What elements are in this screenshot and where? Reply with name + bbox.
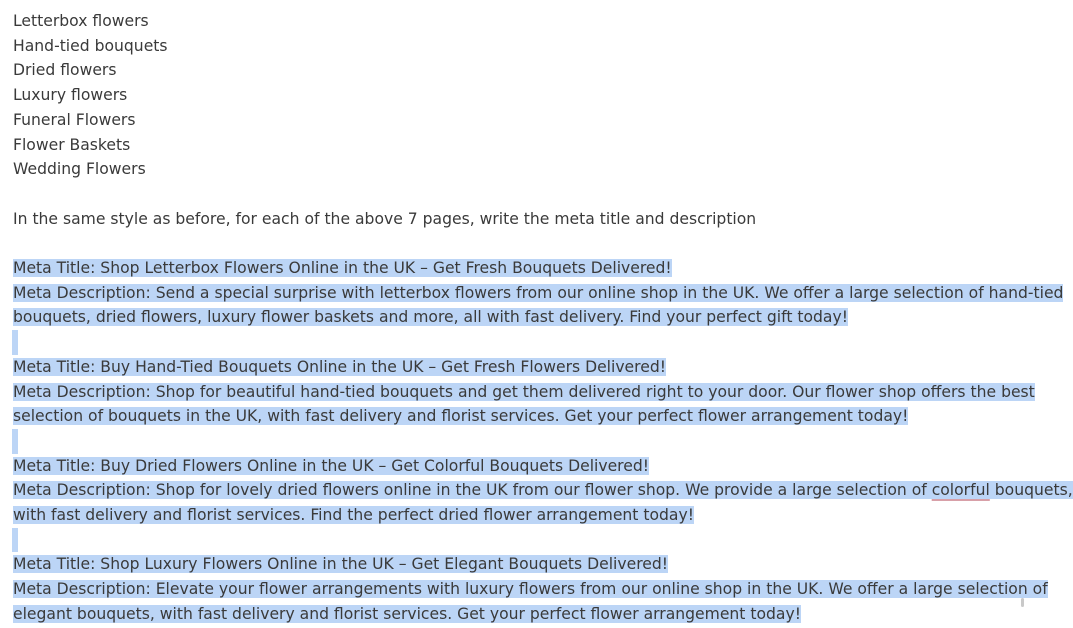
selected-blank-line[interactable] — [13, 330, 1024, 355]
meta-entry-title[interactable] — [13, 454, 1024, 479]
page-list-item: Dried flowers — [13, 61, 117, 80]
spacer — [13, 182, 1024, 207]
meta-description-hand-tied-line1[interactable]: Meta Description: Shop for beautiful hand-tied bouquets and get them delivered right to your door. Our flower shop offers the best — [13, 382, 1035, 401]
meta-description-dried-part-b: bouquets, — [989, 481, 1073, 500]
meta-entry-description[interactable] — [13, 305, 1024, 330]
meta-description-dried-line1[interactable] — [13, 481, 1073, 499]
selection-chip — [12, 528, 18, 553]
meta-description-letterbox-line2[interactable]: bouquets, dried flowers, luxury flower baskets and more, all with fast delivery. Find your perfect gift today! — [13, 308, 848, 327]
meta-entry-title[interactable] — [13, 355, 1024, 380]
meta-description-luxury-line1[interactable]: Meta Description: Elevate your flower arrangements with luxury flowers from our online shop in the UK. We offer a large selection of — [13, 580, 1048, 599]
meta-title-dried[interactable]: Meta Title: Buy Dried Flowers Online in the UK – Get Colorful Bouquets Delivered! — [13, 456, 649, 475]
meta-description-letterbox-line1[interactable]: Meta Description: Send a special surprise with letterbox flowers from our online shop in the UK. We offer a large selection of hand-tied — [13, 283, 1064, 302]
page-list-item: Luxury flowers — [13, 86, 128, 105]
selected-response-text[interactable] — [13, 256, 1073, 627]
selected-blank-line[interactable] — [13, 429, 1024, 454]
meta-title-luxury[interactable]: Meta Title: Shop Luxury Flowers Online in the UK – Get Elegant Bouquets Delivered! — [13, 555, 669, 574]
meta-entry-description[interactable] — [13, 577, 1048, 602]
meta-entry-description[interactable] — [13, 404, 1024, 429]
prompt-page-list — [13, 9, 1024, 182]
meta-entry-title[interactable] — [13, 552, 1024, 577]
page-list-item: Letterbox flowers — [13, 12, 149, 30]
meta-entry-title[interactable] — [13, 256, 1024, 281]
meta-description-dried-part-a: Meta Description: Shop for lovely dried flowers online in the UK from our flower shop. We provide a large selection of — [13, 481, 932, 500]
meta-entry-description[interactable] — [13, 503, 1024, 528]
spacer — [13, 231, 1024, 256]
meta-entry-description[interactable] — [13, 478, 1073, 503]
page-list-item: Flower Baskets — [13, 135, 131, 154]
meta-description-hand-tied-line2[interactable]: selection of bouquets in the UK, with fast delivery and florist services. Get your perfect flower arrangement today! — [13, 407, 909, 426]
meta-entry-description[interactable] — [13, 281, 1064, 306]
meta-description-luxury-line2[interactable]: elegant bouquets, with fast delivery and florist services. Get your perfect flower arrangement today! — [13, 604, 801, 623]
selected-blank-line[interactable] — [13, 528, 1024, 553]
page-list-item: Wedding Flowers — [13, 160, 146, 179]
prompt-instruction: In the same style as before, for each of the above 7 pages, write the meta title and description — [13, 209, 757, 228]
page-list-item: Hand-tied bouquets — [13, 36, 168, 55]
meta-title-letterbox[interactable]: Meta Title: Shop Letterbox Flowers Online in the UK – Get Fresh Bouquets Delivered! — [13, 259, 672, 277]
meta-description-dried-line2[interactable]: with fast delivery and florist services. Find the perfect dried flower arrangement today! — [13, 506, 694, 524]
meta-entry-description[interactable] — [13, 380, 1035, 405]
scrollbar-thumb-edge[interactable] — [1021, 598, 1024, 607]
misspelled-word[interactable]: colorful — [931, 481, 990, 500]
selection-chip — [12, 429, 18, 454]
meta-title-hand-tied[interactable]: Meta Title: Buy Hand-Tied Bouquets Online in the UK – Get Fresh Flowers Delivered! — [13, 357, 666, 376]
selection-chip — [12, 330, 18, 355]
meta-entry-description[interactable] — [13, 602, 1024, 627]
page-list-item: Funeral Flowers — [13, 110, 136, 129]
